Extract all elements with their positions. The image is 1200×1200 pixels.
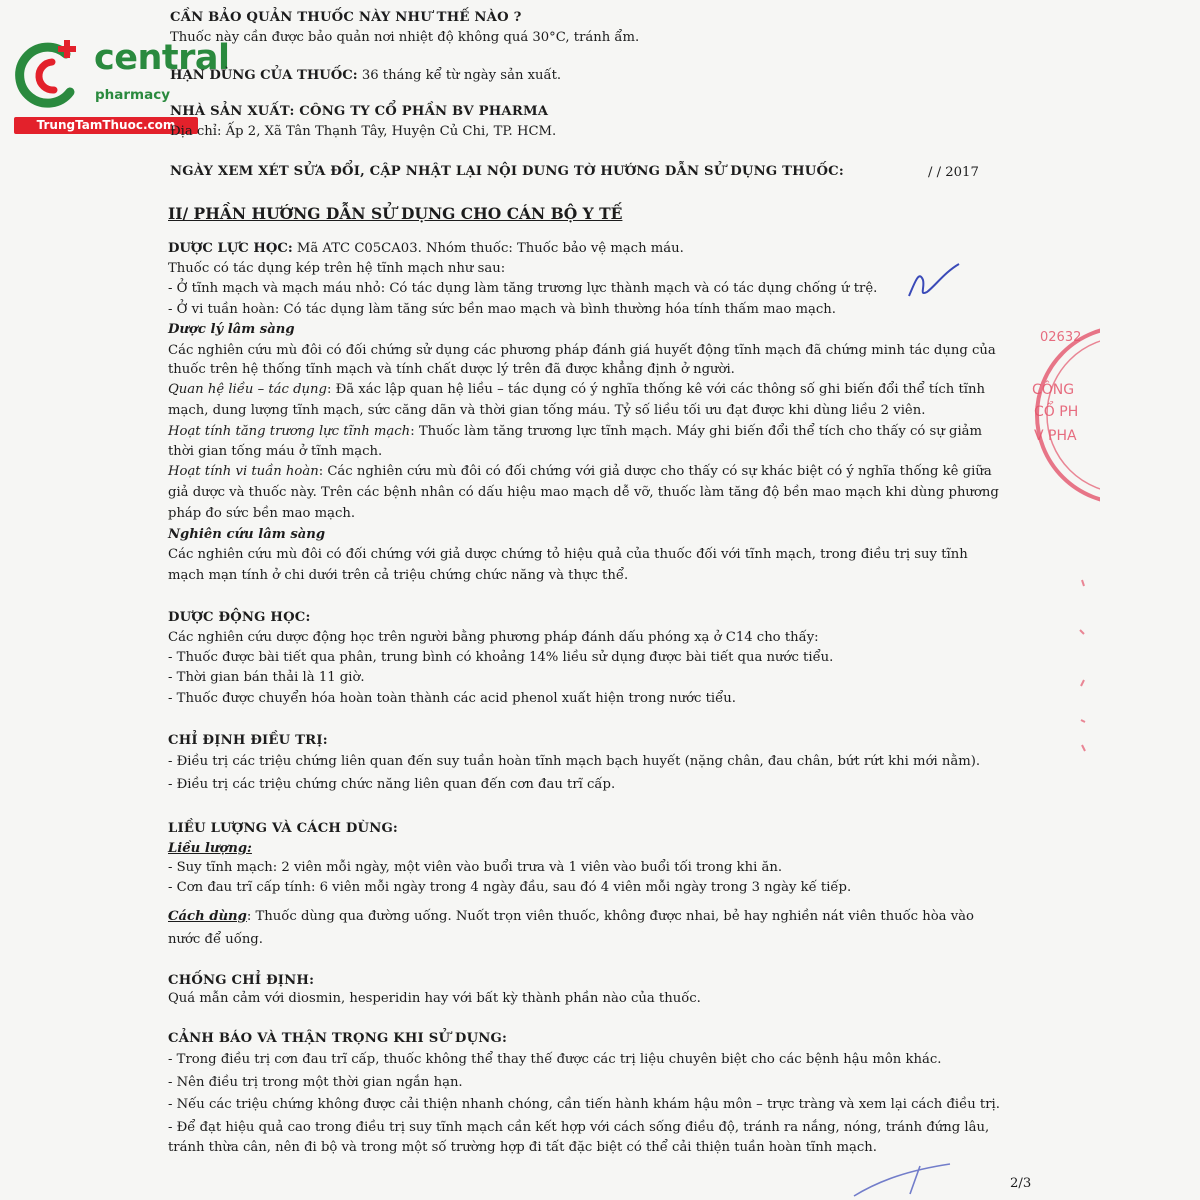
usage-line xyxy=(168,908,974,926)
text-line: - Ở vi tuần hoàn: Có tác dụng làm tăng sức bền mao mạch và bình thường hóa tính thấm mao mạch. xyxy=(168,302,836,317)
text-line: - Điều trị các triệu chứng liên quan đến suy tuần hoàn tĩnh mạch bạch huyết (nặng chân, đau chân, bứt rứt khi mới nằm). xyxy=(168,754,981,769)
storage-text: Thuốc này cần được bảo quản nơi nhiệt độ không quá 30°C, tránh ẩm. xyxy=(170,30,640,45)
text-line: - Nên điều trị trong một thời gian ngắn hạn. xyxy=(168,1075,463,1090)
microcirculation-line xyxy=(168,463,992,481)
text-line: - Ở tĩnh mạch và mạch máu nhỏ: Có tác dụng làm tăng trương lực thành mạch và có tác dụng chống ứ trệ. xyxy=(168,281,878,296)
contraindications-heading: CHỐNG CHỈ ĐỊNH: xyxy=(168,973,315,988)
text-line: - Thuốc được bài tiết qua phân, trung bình có khoảng 14% liều sử dụng được bài tiết qua nước tiểu. xyxy=(168,650,834,665)
text-line: nước để uống. xyxy=(168,932,263,947)
stamp-text: CỔ PH xyxy=(1034,404,1079,420)
venous-tone-label: Hoạt tính tăng trương lực tĩnh mạch xyxy=(168,424,411,439)
text-line: mạch, dung lượng tĩnh mạch, sức căng dãn và thời gian tống máu. Tỷ số liều tối ưu đạt được khi dùng liều 2 viên. xyxy=(168,403,926,418)
logo-mark-icon xyxy=(8,38,88,116)
microcirculation-label: Hoạt tính vi tuần hoàn xyxy=(168,464,319,479)
storage-heading: CẦN BẢO QUẢN THUỐC NÀY NHƯ THẾ NÀO ? xyxy=(170,10,522,25)
stamp-text: V PHA xyxy=(1034,428,1077,444)
edge-marks-icon xyxy=(1072,570,1092,760)
text-line: - Cơn đau trĩ cấp tính: 6 viên mỗi ngày trong 4 ngày đầu, sau đó 4 viên mỗi ngày trong 3 ngày kế tiếp. xyxy=(168,880,852,895)
microcirculation-text: : Các nghiên cứu mù đôi có đối chứng với giả dược cho thấy có sự khác biệt có ý nghĩa thống kê giữa xyxy=(318,464,992,479)
pharmacokinetics-heading: DƯỢC ĐỘNG HỌC: xyxy=(168,610,311,625)
shelf-life-line xyxy=(170,67,561,85)
dose-relation-text: : Đã xác lập quan hệ liều – tác dụng có ý nghĩa thống kê với các thông số ghi biến đổi thể tích tĩnh xyxy=(326,382,985,397)
text-line: Các nghiên cứu mù đôi có đối chứng với giả dược chứng tỏ hiệu quả của thuốc đối với tĩnh mạch, trong điều trị suy tĩnh xyxy=(168,547,968,562)
dosage-heading: LIỀU LƯỢNG VÀ CÁCH DÙNG: xyxy=(168,821,398,836)
manufacturer-heading: NHÀ SẢN XUẤT: CÔNG TY CỔ PHẦN BV PHARMA xyxy=(170,104,549,119)
logo-brand: central xyxy=(94,38,230,78)
logo-site-bar: TrungTamThuoc.com xyxy=(14,117,198,134)
pharmacodynamics-line xyxy=(168,240,684,258)
text-line: thời gian tống máu ở tĩnh mạch. xyxy=(168,444,383,459)
warnings-heading: CẢNH BÁO VÀ THẬN TRỌNG KHI SỬ DỤNG: xyxy=(168,1031,508,1046)
dose-relation-line xyxy=(168,381,985,399)
text-line: - Thời gian bán thải là 11 giờ. xyxy=(168,670,365,685)
review-heading: NGÀY XEM XÉT SỬA ĐỔI, CẬP NHẬT LẠI NỘI DUNG TỜ HƯỚNG DẪN SỬ DỤNG THUỐC: xyxy=(170,164,844,179)
text-line: - Nếu các triệu chứng không được cải thiện nhanh chóng, cần tiến hành khám hậu môn – trực tràng và xem lại cách điều trị. xyxy=(168,1097,1000,1112)
text-line: giả dược và thuốc này. Trên các bệnh nhân có dấu hiệu mao mạch dễ vỡ, thuốc làm tăng độ bền mao mạch khi dùng phương xyxy=(168,485,999,500)
stamp-number: 02632 xyxy=(1040,330,1082,345)
shelf-life-text: 36 tháng kể từ ngày sản xuất. xyxy=(357,68,562,83)
section-title: II/ PHẦN HƯỚNG DẪN SỬ DỤNG CHO CÁN BỘ Y TẾ xyxy=(168,204,623,223)
text-line: tránh thừa cân, nên đi bộ và trong một số trường hợp đi tất đặc biệt có thể cải thiện tuần hoàn tĩnh mạch. xyxy=(168,1140,877,1155)
review-date: / / 2017 xyxy=(928,165,979,180)
pharmacodynamics-label: DƯỢC LỰC HỌC: xyxy=(168,241,293,256)
text-line: - Điều trị các triệu chứng chức năng liên quan đến cơn đau trĩ cấp. xyxy=(168,777,616,792)
pharmacodynamics-text: Mã ATC C05CA03. Nhóm thuốc: Thuốc bảo vệ mạch máu. xyxy=(292,241,684,256)
shelf-life-label: HẠN DÙNG CỦA THUỐC: xyxy=(170,68,358,83)
page-number: 2/3 xyxy=(1010,1176,1032,1191)
signature-mark-icon xyxy=(905,262,965,302)
text-line: mạch mạn tính ở chi dưới trên cả triệu chứng chức năng và thực thể. xyxy=(168,568,629,583)
text-line: - Để đạt hiệu quả cao trong điều trị suy tĩnh mạch cần kết hợp với cách sống điều độ, tránh ra nắng, nóng, tránh đứng lâu, xyxy=(168,1120,990,1135)
dosage-label: Liều lượng: xyxy=(168,841,252,856)
stamp-text: CÔNG xyxy=(1032,382,1075,398)
text-line: pháp đo sức bền mao mạch. xyxy=(168,506,356,521)
text-line: Thuốc có tác dụng kép trên hệ tĩnh mạch như sau: xyxy=(168,261,506,276)
text-line: - Trong điều trị cơn đau trĩ cấp, thuốc không thể thay thế được các trị liệu chuyên biệt cho các bệnh hậu môn khác. xyxy=(168,1052,942,1067)
venous-tone-text: : Thuốc làm tăng trương lực tĩnh mạch. Máy ghi biến đổi thể tích cho thấy có sự giảm xyxy=(410,424,983,439)
indications-heading: CHỈ ĐỊNH ĐIỀU TRỊ: xyxy=(168,733,328,748)
text-line: Các nghiên cứu mù đôi có đối chứng sử dụng các phương pháp đánh giá huyết động tĩnh mạch đã chứng minh tác dụng của xyxy=(168,343,996,358)
text-line: - Thuốc được chuyển hóa hoàn toàn thành các acid phenol xuất hiện trong nước tiểu. xyxy=(168,691,736,706)
contraindications-text: Quá mẫn cảm với diosmin, hesperidin hay với bất kỳ thành phần nào của thuốc. xyxy=(168,991,701,1006)
text-line: thuốc trên hệ thống tĩnh mạch và tính chất dược lý trên đã được khẳng định ở người. xyxy=(168,362,735,377)
usage-text: : Thuốc dùng qua đường uống. Nuốt trọn viên thuốc, không được nhai, bẻ hay nghiền nát viên thuốc hòa vào xyxy=(246,909,974,924)
manufacturer-address: Địa chỉ: Ấp 2, Xã Tân Thạnh Tây, Huyện Củ Chi, TP. HCM. xyxy=(170,124,557,139)
clinical-pharmacology-label: Dược lý lâm sàng xyxy=(168,322,295,337)
dose-relation-label: Quan hệ liều – tác dụng xyxy=(168,382,327,397)
usage-label: Cách dùng xyxy=(168,909,247,924)
clinical-study-label: Nghiên cứu lâm sàng xyxy=(168,527,326,542)
text-line: - Suy tĩnh mạch: 2 viên mỗi ngày, một viên vào buổi trưa và 1 viên vào buổi tối trong khi ăn. xyxy=(168,860,783,875)
text-line: Các nghiên cứu dược động học trên người bằng phương pháp đánh dấu phóng xạ ở C14 cho thấy: xyxy=(168,630,819,645)
venous-tone-line xyxy=(168,423,982,441)
bottom-scribble-icon xyxy=(850,1160,960,1200)
logo-subtitle: pharmacy xyxy=(95,87,171,103)
